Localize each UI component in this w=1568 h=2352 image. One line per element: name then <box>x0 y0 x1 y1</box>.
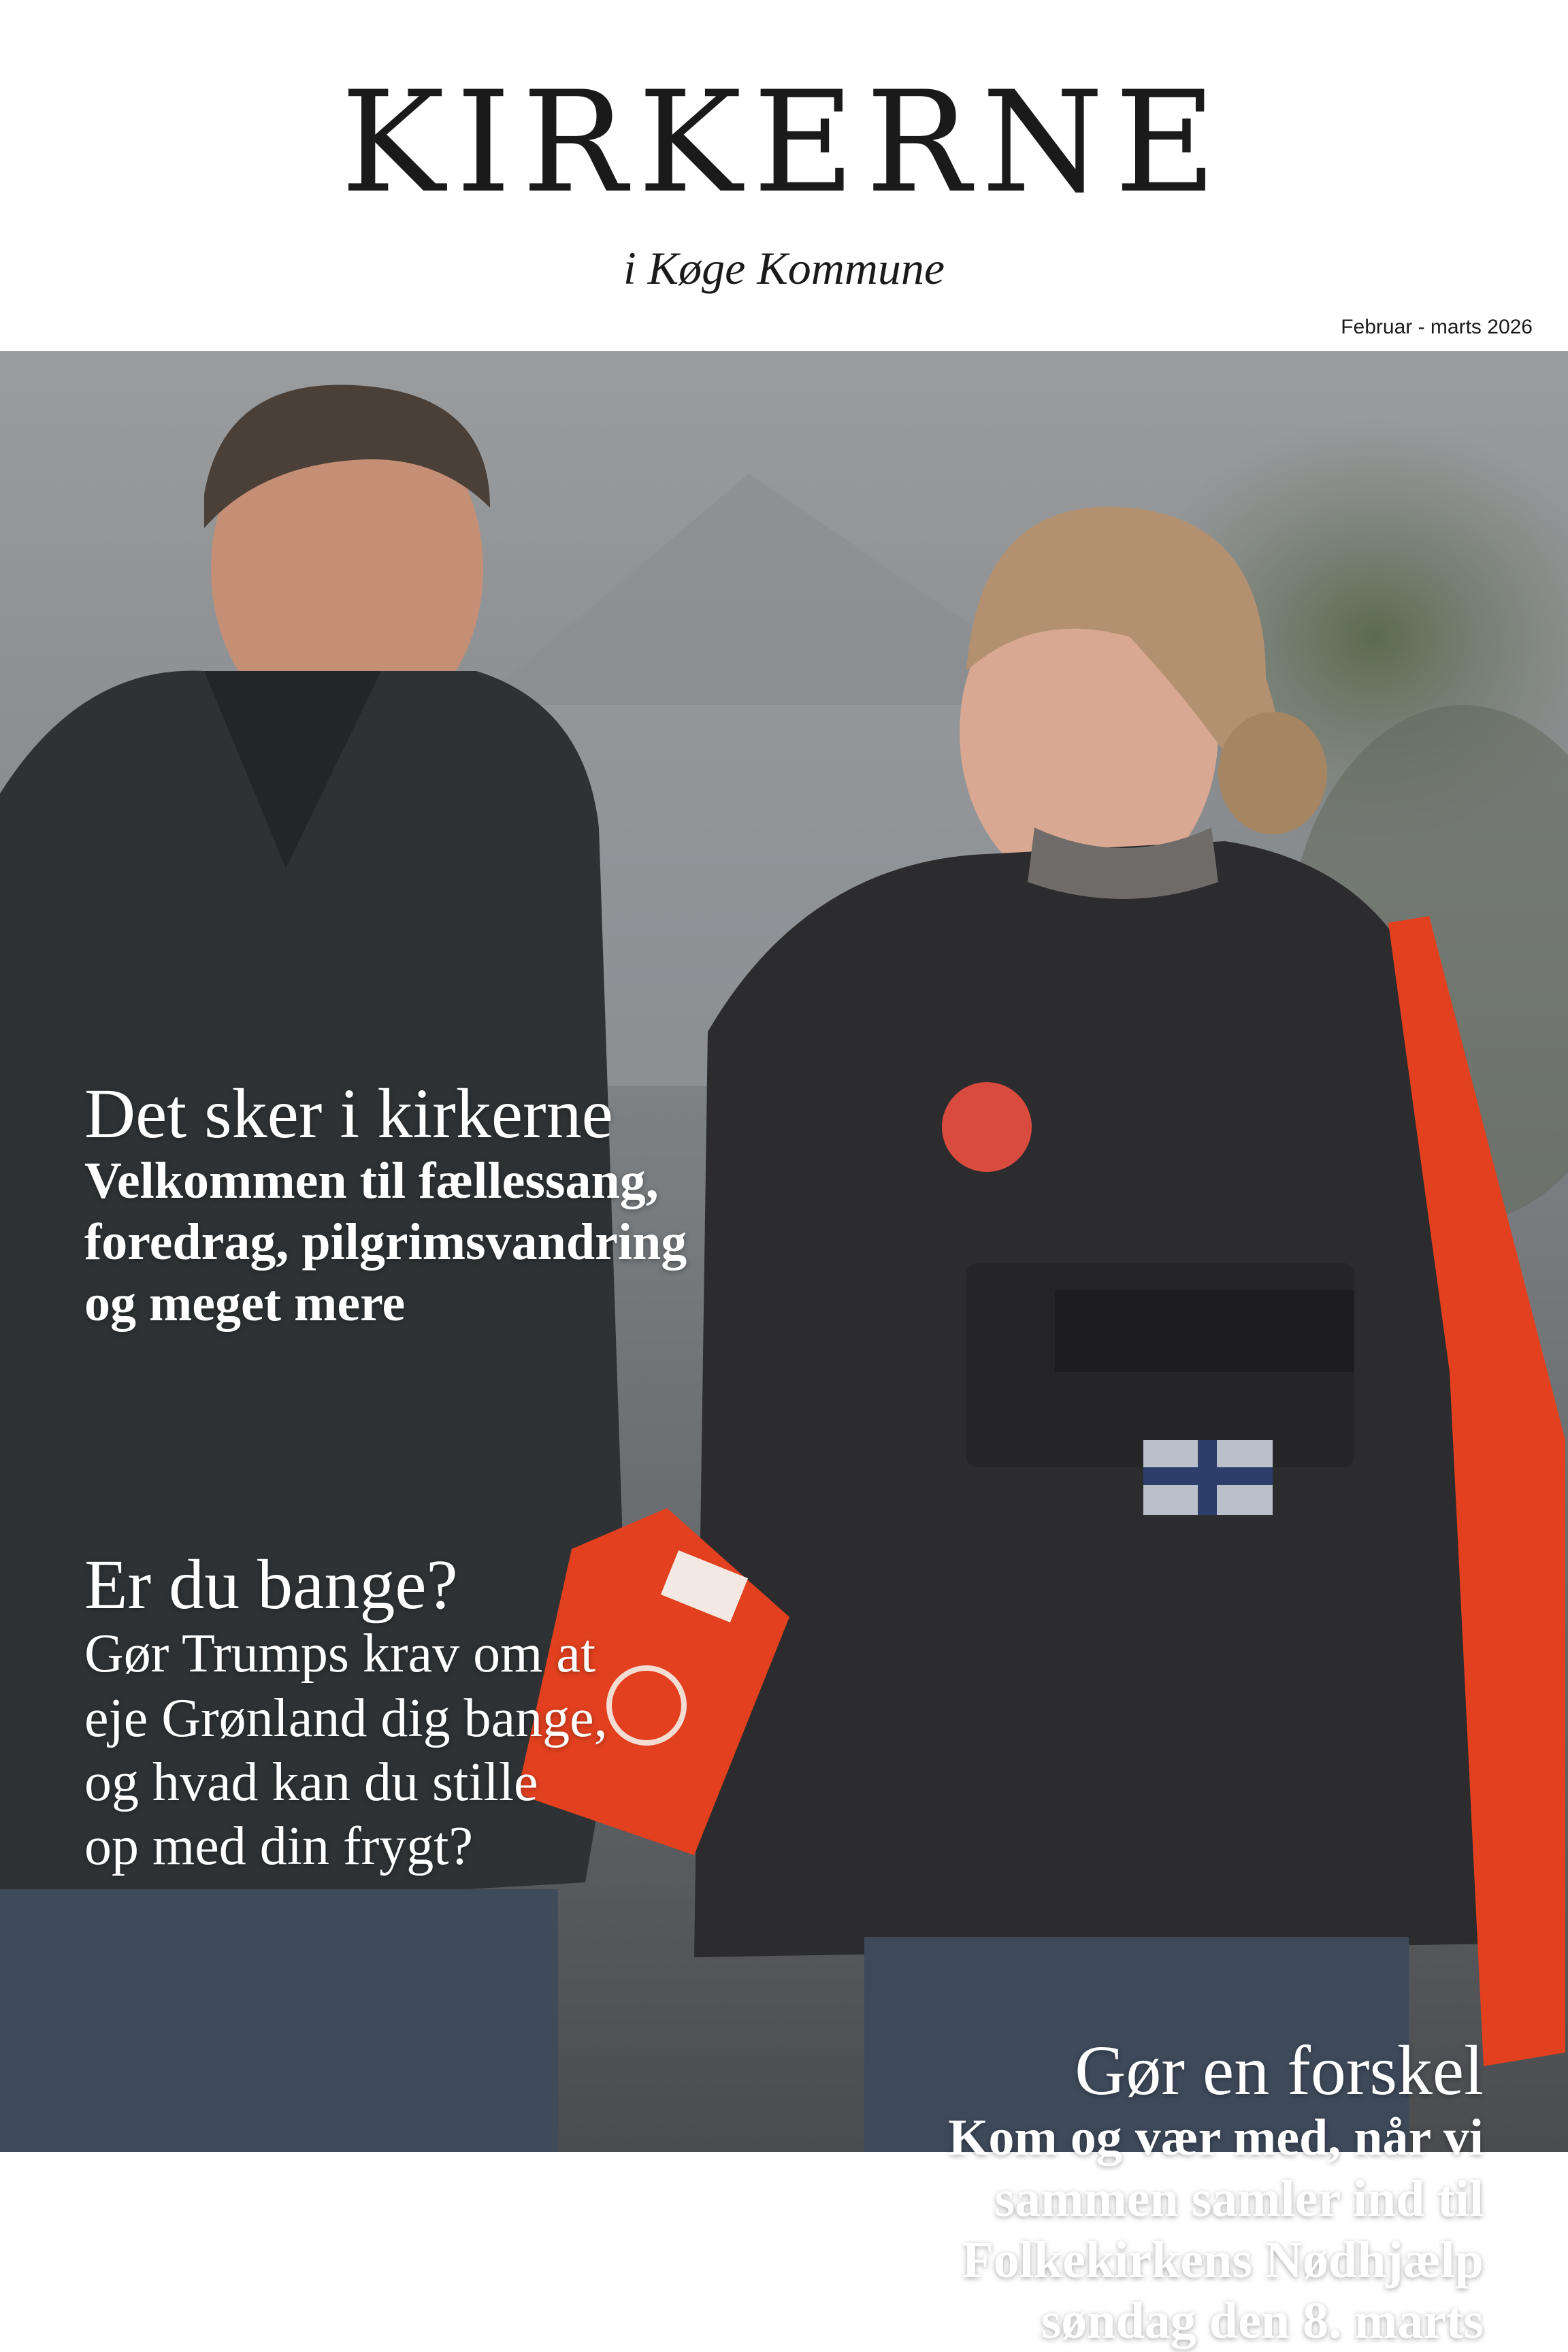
story-collection-deck-line: sammen samler ind til <box>994 2170 1484 2227</box>
story-activities-deck-line: og meget mere <box>84 1274 406 1332</box>
story-fear-deck-line: og hvad kan du stille <box>84 1752 538 1812</box>
story-activities <box>84 1077 969 1334</box>
magazine-title: KIRKERNE <box>340 62 1228 224</box>
story-fear-deck-line: eje Grønland dig bange, <box>84 1688 608 1748</box>
story-fear <box>84 1548 833 1879</box>
cover-photo <box>0 351 1568 2350</box>
story-collection-headline: Gør en forskel <box>1075 2031 1484 2110</box>
story-collection-deck-line: Folkekirkens Nødhjælp <box>962 2231 1484 2289</box>
issue-date: Februar - marts 2026 <box>1341 316 1533 338</box>
story-activities-headline: Det sker i kirkerne <box>84 1075 613 1153</box>
story-activities-deck-line: foredrag, pilgrimsvandring <box>84 1213 687 1271</box>
story-collection-deck-line: Kom og vær med, når vi <box>948 2109 1484 2167</box>
story-fear-deck-line: op med din frygt? <box>84 1816 473 1877</box>
masthead <box>0 0 1568 351</box>
story-activities-deck-line: Velkommen til fællessang, <box>84 1152 659 1210</box>
magazine-subtitle: i Køge Kommune <box>623 242 945 294</box>
story-fear-headline: Er du bange? <box>84 1546 458 1624</box>
story-fear-deck-line: Gør Trumps krav om at <box>84 1624 596 1684</box>
story-collection <box>721 2031 1484 2352</box>
story-collection-deck-line: søndag den 8. marts <box>1041 2292 1484 2350</box>
